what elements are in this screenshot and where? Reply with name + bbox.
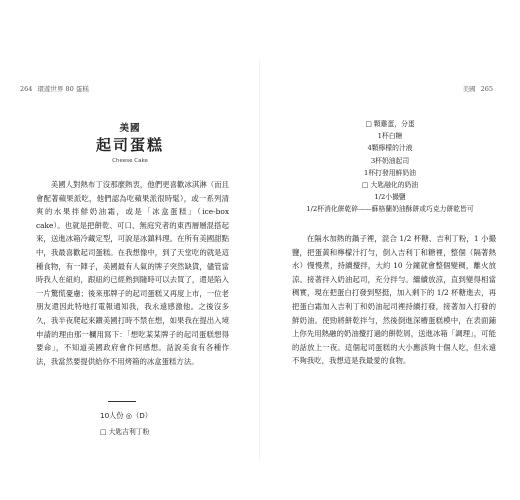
country-heading: 美國 [119, 123, 141, 134]
ingredient-item: □ 顆雞蛋，分蛋 [365, 120, 415, 128]
ingredient-item: □ 大匙吉利丁粉 [100, 428, 150, 436]
recipe-subtitle: Cheese Cake [112, 158, 148, 164]
ingredient-list [260, 118, 520, 216]
ingredient-item: □ 大匙融化的奶油 [361, 181, 419, 190]
section-divider [108, 401, 136, 402]
right-page [260, 0, 520, 500]
ingredient-item: 4顆檸檬的汁液 [367, 144, 413, 153]
page-number-right: 265 [480, 85, 493, 93]
serving-size: 10人份 ◎（D） [100, 411, 152, 420]
recipe-title: 起司蛋糕 [95, 136, 164, 154]
right-header [463, 84, 498, 93]
ingredient-item: 1杯打發用鮮奶油 [364, 168, 416, 177]
ingredient-item: 1/2小撮鹽 [374, 193, 406, 202]
running-title-right: 美國 [462, 85, 476, 93]
intro-paragraph: 美國人對熱布丁沒那麼熱衷，他們更喜歡冰淇淋（而且會配著蘋果派吃，他們認為吃蘋果派很時髦），或一系列清爽的水果拌鮮奶油霜，或是「冰盒蛋糕」（ice-box cake）。也就是把餅乾、可口、無庭究者的東西層層混搭起來，送進冰箱冷藏定型，可說是冰鎮料理。在所有美國甜點中，我最喜歡起司蛋糕。在我想像中，到了天堂吃的就是這種食物，有一陣子，美國最有人氣的牌子突然缺貨，儘管當時我人在紐約，跟紐約已經熟到隨時可以去買了，還是陷入一片驚慌憂慮；後來那牌子的起司蛋糕又再度上市，一位老朋友還因此特地打電報通知我，我永遠感激他。之後沒多久，我半夜爬起來鑽美國打時不禁在想，如果我在提出入境申請的理由那一欄用寫下：「想吃某某牌子的起司蛋糕想得要命」，不知道美國政府會作何感想。話說美食有各種作法，我當然要提供給你不用烤箱的冰盒蛋糕方法。 [36, 180, 229, 366]
method-paragraph: 在隔水加熱的鍋子裡，混合 1/2 杯糖、吉利丁粉，1 小撮鹽，把蛋黃和檸檬汁打勻，倒入吉利丁和糖裡，整個（隔著熱水）慢慢煮，持續攪拌，大約 10 分鐘就會整個變稠，離火放涼。接著拌入奶油起司，充分拌勻。繼續放涼，直到變得相當稠實，現在把蛋白打發到堅挺，加入剩下的 1/2 杯糖進去，再把蛋白霜加入吉利丁和奶油起司裡持續打發，接著加入打發的鮮奶油。使勁將餅乾拌勻，然後倒進深槽蛋糕模中，在表面鋪上你先用熱融的奶油攪打過的餅乾屑，送進冰箱「調理」，可能的話放上一夜。這個起司蛋糕的大小應該夠十個人吃，但永遠不夠我吃，我想這是我最愛的食物。 [292, 234, 496, 366]
running-title-left: 環遊世界 80 蛋糕 [37, 85, 89, 93]
ingredient-item: 1杯白糖 [377, 132, 403, 141]
ingredient-item: 3杯奶油起司 [370, 156, 410, 165]
page-number-left: 264 [20, 85, 33, 93]
ingredient-item: 1/2杯消化餅乾碎——蘇格蘭奶油酥餅或巧克力餅乾皆可 [306, 205, 474, 214]
left-header [20, 84, 94, 93]
